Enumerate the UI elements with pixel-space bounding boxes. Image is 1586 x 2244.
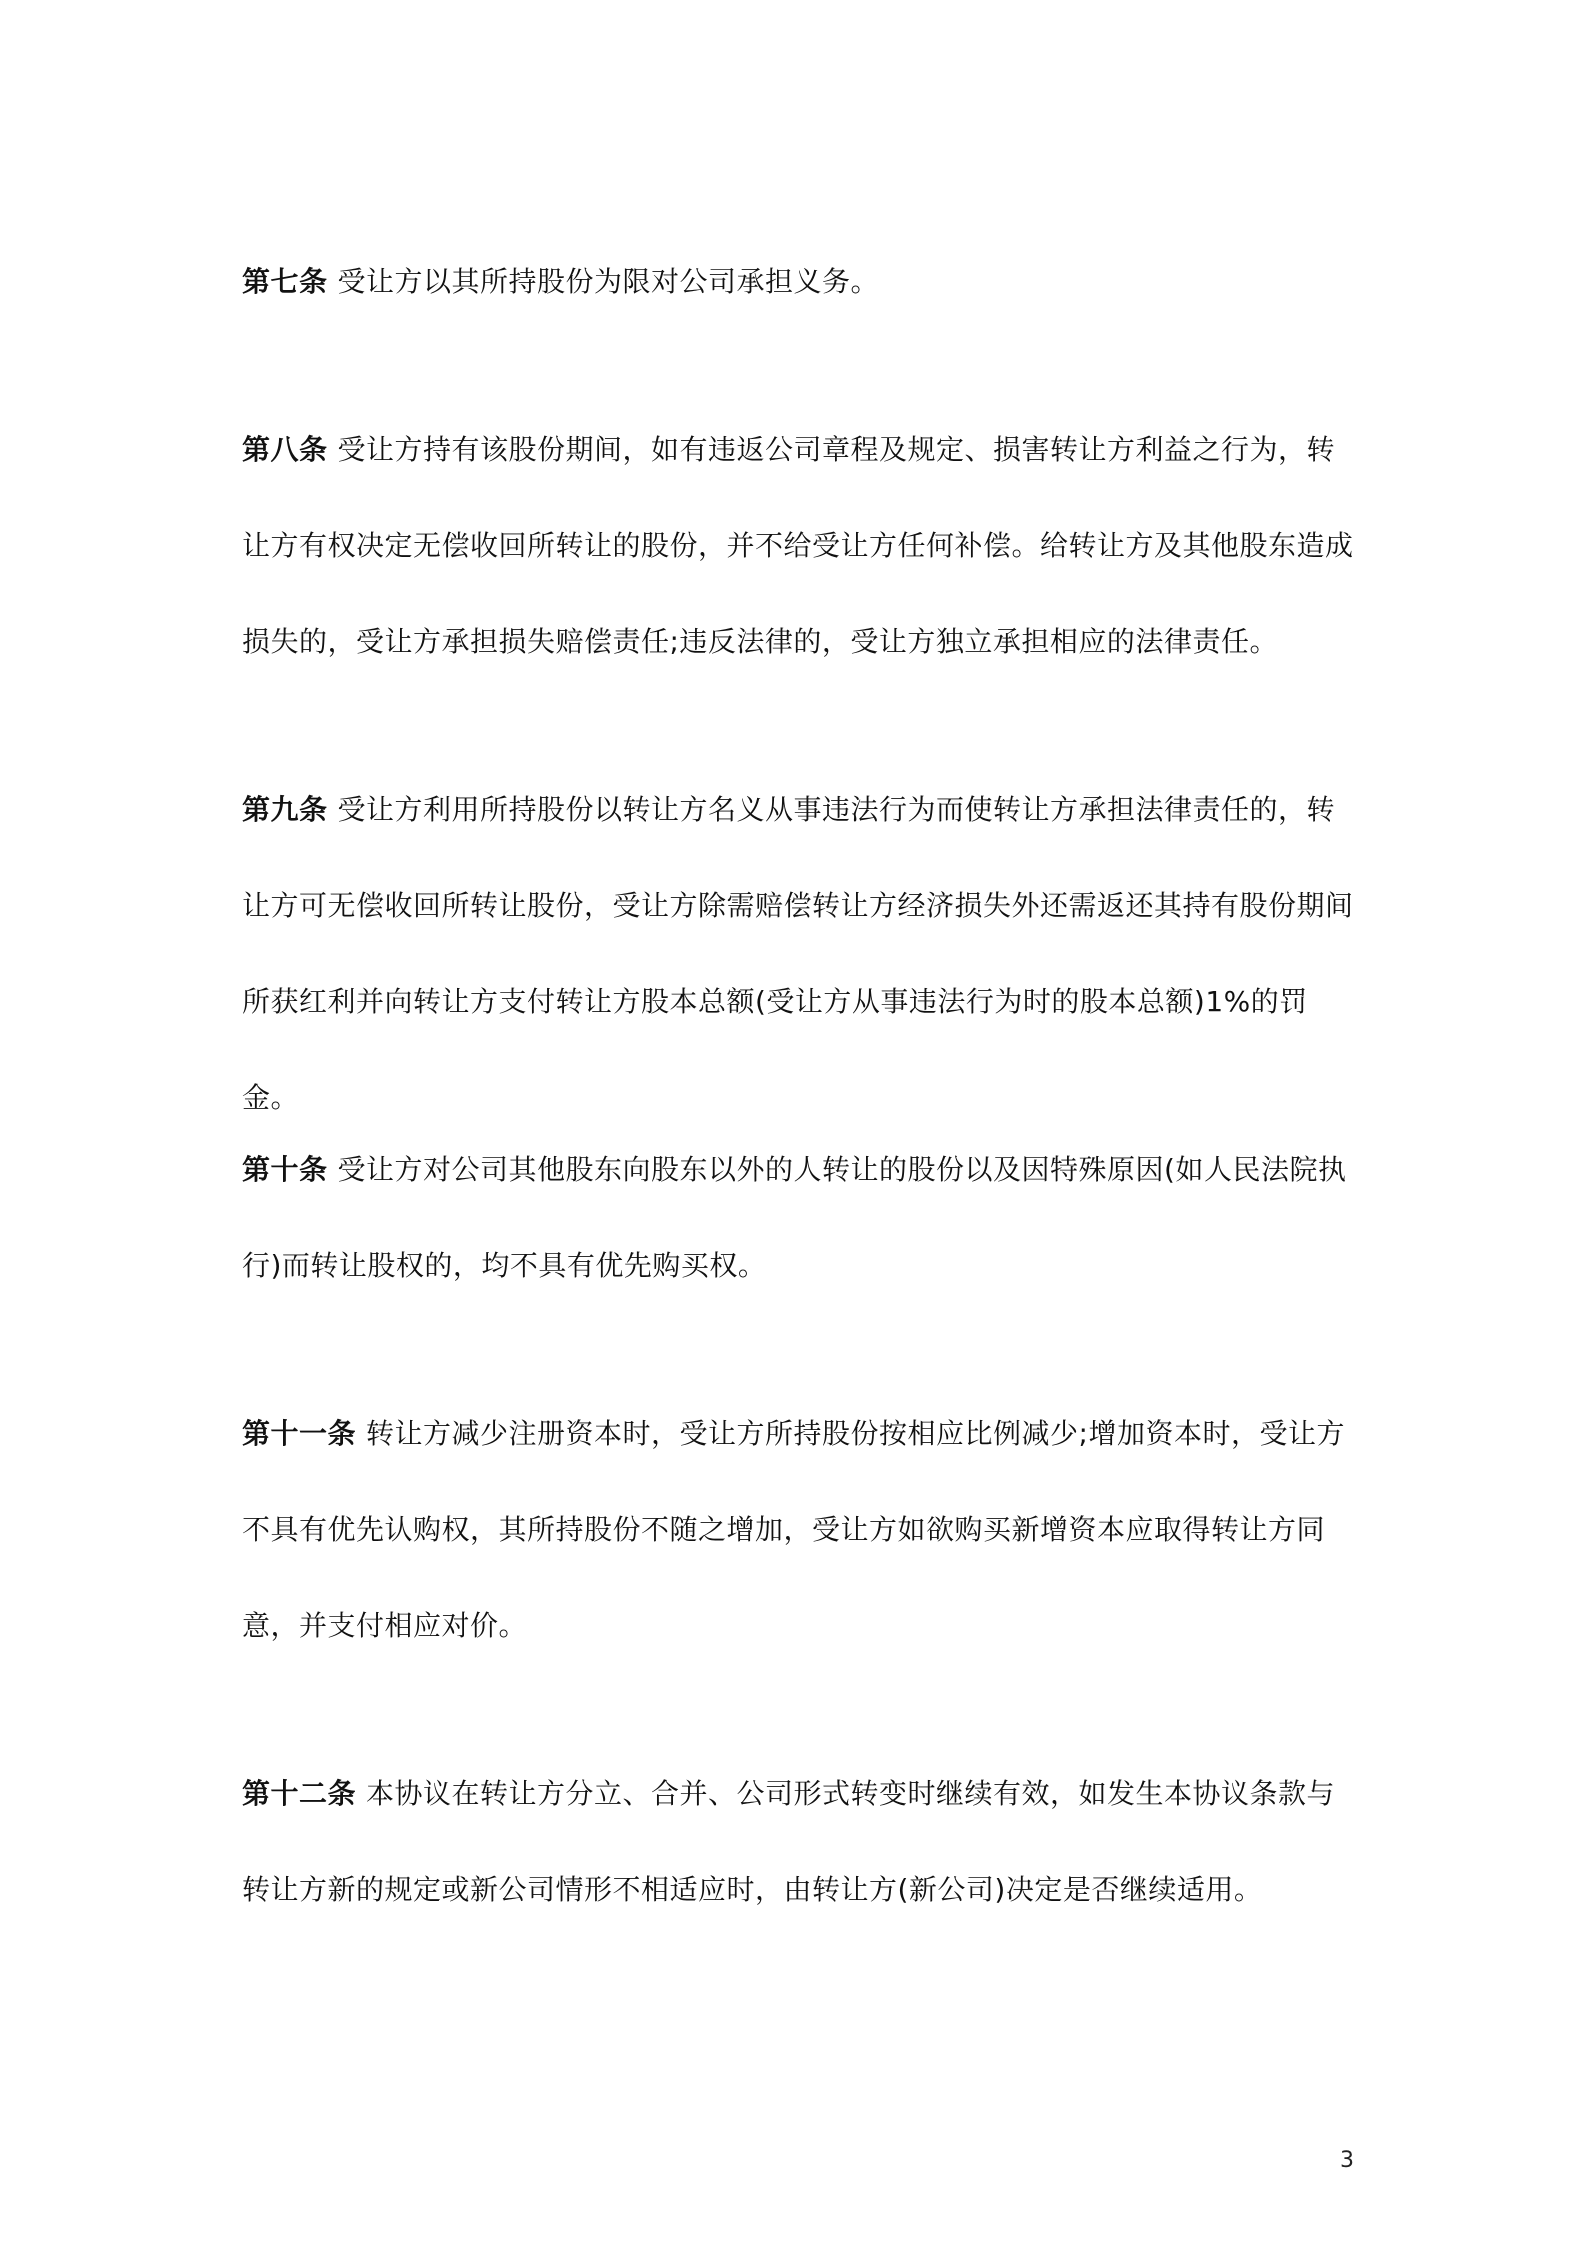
page-number: 3 bbox=[1340, 2148, 1354, 2173]
article-text: 转让方减少注册资本时，受让方所持股份按相应比例减少;增加资本时，受让方不具有优先认购权，其所持股份不随之增加，受让方如欲购买新增资本应取得转让方同意，并支付相应对价。 bbox=[242, 1417, 1345, 1642]
article-10 bbox=[242, 1122, 1362, 1314]
article-number: 第十一条 bbox=[242, 1417, 357, 1450]
article-8 bbox=[242, 402, 1362, 690]
article-text: 受让方对公司其他股东向股东以外的人转让的股份以及因特殊原因(如人民法院执行)而转让股权的，均不具有优先购买权。 bbox=[242, 1153, 1347, 1282]
article-text: 受让方持有该股份期间，如有违返公司章程及规定、损害转让方利益之行为，转让方有权决定无偿收回所转让的股份，并不给受让方任何补偿。给转让方及其他股东造成损失的，受让方承担损失赔偿责任;违反法律的，受让方独立承担相应的法律责任。 bbox=[242, 433, 1354, 658]
article-7 bbox=[242, 234, 1362, 330]
article-11 bbox=[242, 1386, 1362, 1674]
article-number: 第八条 bbox=[242, 433, 328, 466]
article-text: 本协议在转让方分立、合并、公司形式转变时继续有效，如发生本协议条款与转让方新的规定或新公司情形不相适应时，由转让方(新公司)决定是否继续适用。 bbox=[242, 1777, 1336, 1906]
article-9 bbox=[242, 762, 1362, 1146]
article-text: 受让方利用所持股份以转让方名义从事违法行为而使转让方承担法律责任的，转让方可无偿收回所转让股份，受让方除需赔偿转让方经济损失外还需返还其持有股份期间所获红利并向转让方支付转让方股本总额(受让方从事违法行为时的股本总额)1%的罚金。 bbox=[242, 793, 1354, 1114]
article-number: 第十二条 bbox=[242, 1777, 357, 1810]
article-text: 受让方以其所持股份为限对公司承担义务。 bbox=[337, 265, 880, 298]
article-12 bbox=[242, 1746, 1362, 1938]
article-number: 第十条 bbox=[242, 1153, 328, 1186]
article-number: 第九条 bbox=[242, 793, 328, 826]
article-number: 第七条 bbox=[242, 265, 328, 298]
